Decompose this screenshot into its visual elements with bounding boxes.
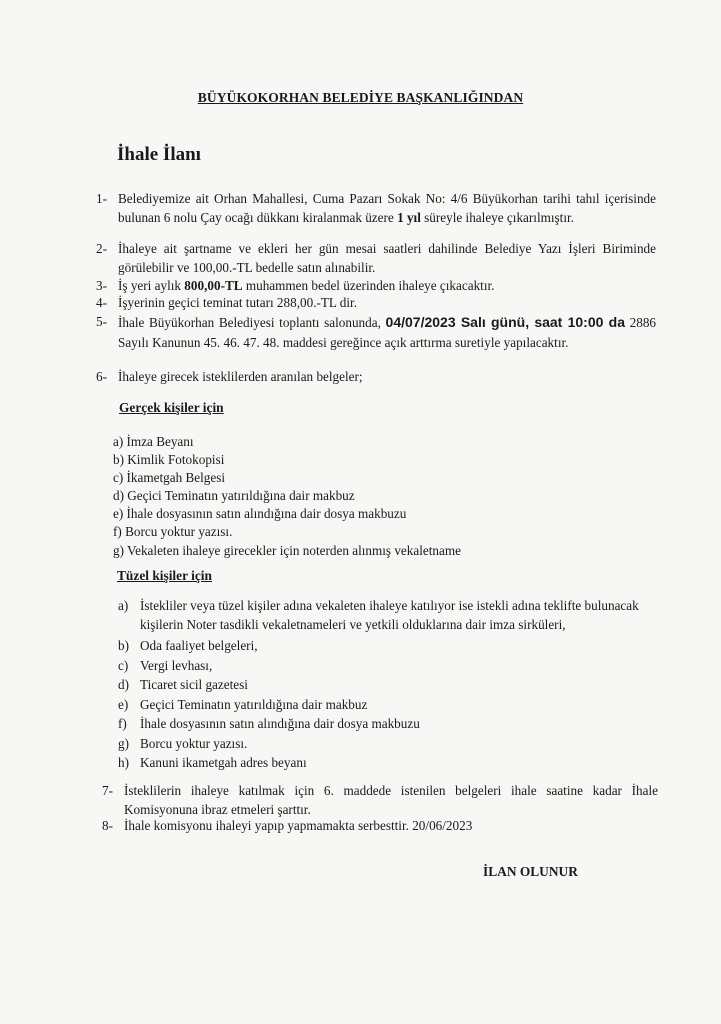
- clause-text: Belediyemize ait Orhan Mahallesi, Cuma Pazarı Sokak No: 4/6 Büyükorhan tarihi tahıl içerisinde bulunan 6 nolu Çay ocağı dükkanı kiralanmak üzere 1 yıl süreyle ihaleye çıkarılmıştır.: [118, 191, 656, 225]
- clause-number: 4-: [96, 295, 107, 310]
- date-time-emphasis: 04/07/2023 Salı günü, saat 10:00 da: [385, 314, 625, 330]
- clause-1: [96, 190, 656, 227]
- list-item: f) Borcu yoktur yazısı.: [113, 524, 233, 540]
- list-item: c) Vergi levhası,: [118, 657, 213, 673]
- list-item: h) Kanuni ikametgah adres beyanı: [118, 755, 307, 770]
- list-item: e) Geçici Teminatın yatırıldığına dair makbuz: [118, 696, 368, 712]
- list-item: d) Ticaret sicil gazetesi: [118, 677, 248, 692]
- clause-number: 6-: [96, 369, 107, 384]
- legal-entities-list: [118, 597, 658, 773]
- clause-number: 2-: [96, 241, 107, 256]
- clause-text: İşyerinin geçici teminat tutarı 288,00.-TL dir.: [118, 295, 358, 310]
- clause-number: 3-: [96, 278, 107, 293]
- list-item: a) İstekliler veya tüzel kişiler adına vekaleten ihaleye katılıyor ise istekli adına teklifte bulunacak kişilerin Noter tasdikli vekaletnameleri ve yetkili olduklarına dair imza sirküleri,: [118, 598, 639, 632]
- duration-emphasis: 1 yıl: [397, 209, 421, 225]
- list-item: b) Oda faaliyet belgeleri,: [118, 638, 258, 653]
- clause-text: İş yeri aylık 800,00-TL muhammen bedel üzerinden ihaleye çıkacaktır.: [118, 278, 495, 293]
- list-item: g) Vekaleten ihaleye girecekler için noterden alınmış vekaletname: [113, 542, 461, 558]
- clause-2: [96, 240, 656, 277]
- list-item: a) İmza Beyanı: [113, 434, 194, 449]
- clause-text: İhale komisyonu ihaleyi yapıp yapmamakta serbesttir. 20/06/2023: [124, 818, 473, 833]
- clause-3: [96, 277, 656, 296]
- natural-persons-heading: Gerçek kişiler için: [119, 400, 224, 415]
- list-item: c) İkametgah Belgesi: [113, 470, 226, 486]
- clause-5: [96, 312, 656, 353]
- clause-number: 5-: [96, 314, 107, 329]
- clause-text: İhaleye ait şartname ve ekleri her gün mesai saatleri dahilinde Belediye Yazı İşleri Biriminde görülebilir ve 100,00.-TL bedelle satın alınabilir.: [118, 241, 656, 275]
- clause-number: 8-: [102, 818, 113, 833]
- list-item: g) Borcu yoktur yazısı.: [118, 735, 248, 751]
- price-emphasis: 800,00-TL: [184, 278, 243, 293]
- list-item: b) Kimlik Fotokopisi: [113, 452, 225, 468]
- legal-entities-heading: Tüzel kişiler için: [117, 568, 212, 583]
- document-title: İhale İlanı: [117, 144, 201, 165]
- clause-text: İhaleye girecek isteklilerden aranılan belgeler;: [118, 369, 363, 384]
- list-item: f) İhale dosyasının satın alındığına dair dosya makbuzu: [118, 716, 420, 731]
- closing-statement: İLAN OLUNUR: [483, 864, 578, 879]
- list-item: e) İhale dosyasının satın alındığına dair dosya makbuzu: [113, 506, 407, 522]
- list-item: d) Geçici Teminatın yatırıldığına dair makbuz: [113, 488, 355, 504]
- clause-number: 1-: [96, 191, 107, 206]
- clause-number: 7-: [102, 783, 113, 798]
- clause-8: [102, 817, 658, 836]
- natural-persons-list: [113, 433, 461, 560]
- clause-6: [96, 368, 656, 387]
- clause-text: İsteklilerin ihaleye katılmak için 6. maddede istenilen belgeleri ihale saatine kadar İhale Komisyonuna ibraz etmeleri şarttır.: [124, 783, 658, 817]
- issuer-heading: BÜYÜKOKORHAN BELEDİYE BAŞKANLIĞINDAN: [197, 90, 524, 105]
- clause-text: İhale Büyükorhan Belediyesi toplantı salonunda, 04/07/2023 Salı günü, saat 10:00 da 2886 Sayılı Kanunun 45. 46. 47. 48. maddesi gereğince açık arttırma suretiyle yapılacaktır.: [118, 314, 657, 350]
- clause-7: [102, 782, 658, 819]
- clause-4: [96, 294, 656, 313]
